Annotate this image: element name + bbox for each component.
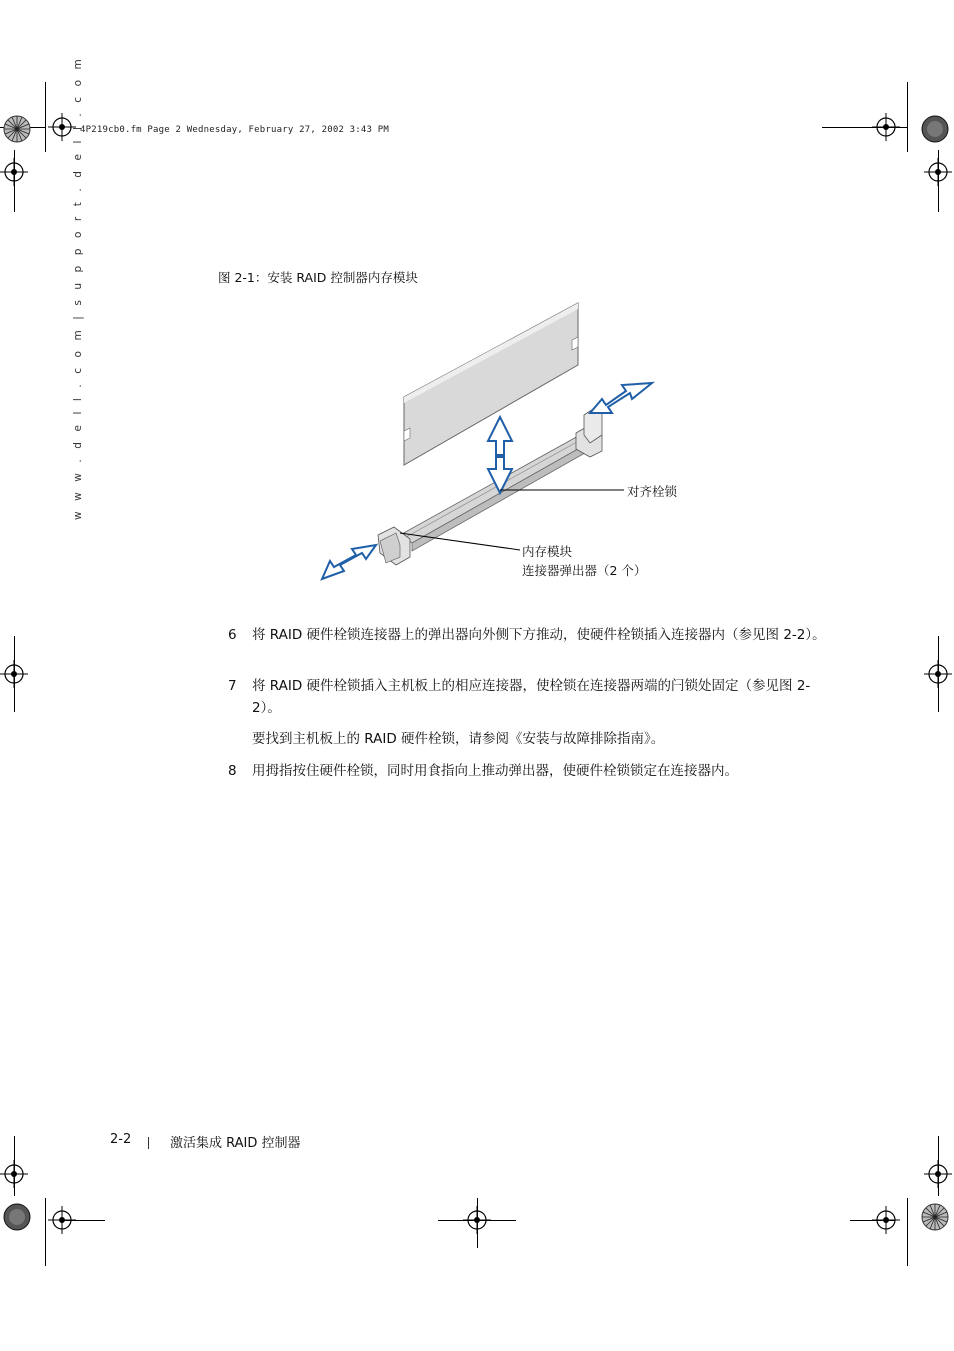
registration-target-icon	[872, 113, 900, 141]
print-header-info: 4P219cb0.fm Page 2 Wednesday, February 27, 2002 3:43 PM	[80, 125, 390, 135]
page-number: 2-2	[110, 1132, 132, 1147]
registration-target-icon	[48, 1206, 76, 1234]
chapter-title: 激活集成 RAID 控制器	[170, 1136, 301, 1151]
step-number: 7	[228, 678, 237, 694]
step-7	[228, 675, 828, 721]
step-8	[228, 760, 828, 784]
step-text: 用拇指按住硬件栓锁，同时用食指向上推动弹出器，使硬件栓锁锁定在连接器内。	[252, 763, 738, 779]
registration-target-icon	[0, 158, 28, 186]
callout-ejector-line1: 内存模块	[522, 544, 573, 559]
registration-target-icon	[872, 1206, 900, 1234]
figure-caption: 图 2-1：安装 RAID 控制器内存模块	[218, 270, 418, 285]
registration-target-icon	[0, 1160, 28, 1188]
step-text: 将 RAID 硬件栓锁插入主机板上的相应连接器，使栓锁在连接器两端的闩锁处固定（参见图 2-2）。	[252, 678, 811, 716]
registration-target-icon	[924, 1160, 952, 1188]
sidebar-url: w w w . d e l l . c o m | s u p p o r t . d e l l . c o m	[72, 55, 84, 520]
registration-target-icon	[0, 660, 28, 688]
step-number: 8	[228, 763, 237, 779]
step-text: 将 RAID 硬件栓锁连接器上的弹出器向外侧下方推动，使硬件栓锁插入连接器内（参见图 2-2）。	[252, 627, 826, 643]
memory-module-illustration	[300, 295, 720, 595]
step-6	[228, 624, 828, 670]
registration-target-icon	[924, 660, 952, 688]
step-number: 6	[228, 627, 237, 643]
starburst-registration-icon	[920, 1202, 950, 1232]
registration-target-icon	[924, 158, 952, 186]
starburst-registration-icon	[2, 114, 32, 144]
step-note: 要找到主机板上的 RAID 硬件栓锁，请参阅《安装与故障排除指南》。	[252, 731, 665, 747]
starburst-registration-icon	[920, 114, 950, 144]
starburst-registration-icon	[2, 1202, 32, 1232]
footer-divider	[148, 1137, 149, 1149]
callout-ejector-label	[522, 542, 646, 580]
callout-ejector-line2: 连接器弹出器（2 个）	[522, 563, 647, 578]
callout-alignment-key: 对齐栓锁	[627, 484, 678, 499]
registration-target-icon	[463, 1206, 491, 1234]
